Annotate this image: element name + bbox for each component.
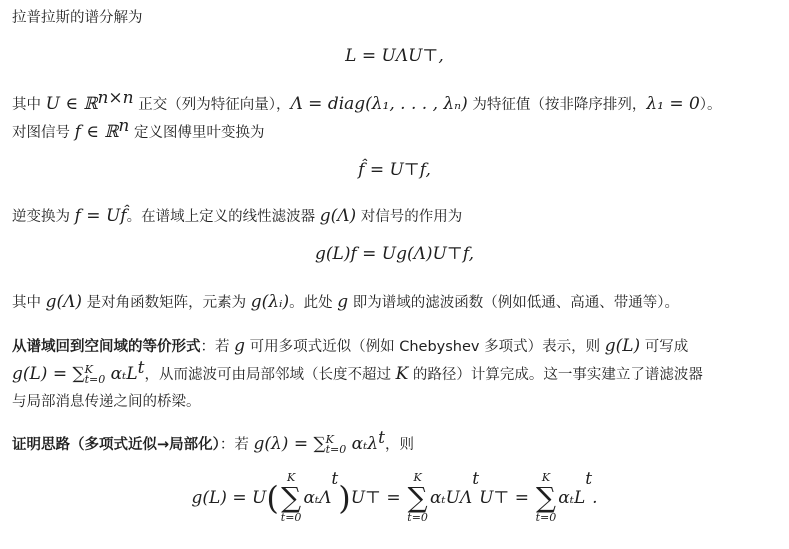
math: Λ = diag(λ₁, . . . , λₙ) [290,94,468,114]
text: 可写成 [640,339,689,355]
math-sup: t [331,469,339,489]
math: U⊤ = [350,488,401,508]
text: 定义图傅里叶变换为 [129,125,265,141]
math-sub: t=0 [84,373,106,386]
math: g(L) = ∑ [12,364,85,384]
text: 正交（列为特征向量）， [133,97,291,113]
text: 。在谱域上定义的线性滤波器 [126,209,320,225]
math: αₜUΛ [429,488,473,508]
text: 逆变换为 [12,209,75,225]
text: 对图信号 [12,125,75,141]
math: U⊤ = [479,488,530,508]
math-sup: n×n [97,88,134,109]
math: αₜλ [346,434,379,454]
sum-symbol-1: K ∑ t=0 [280,471,302,524]
math-sup: t [585,469,593,489]
math: . [592,488,598,508]
sum-lower: t=0 [407,511,428,524]
heading-inline: 证明思路（多项式近似→局部化） [12,437,220,453]
math: g(L) [604,336,641,356]
paragraph-spectral-intro [12,8,143,28]
right-paren: ) [338,479,351,517]
equation-fourier [0,160,789,180]
math: g(L)f = Ug(Λ)U⊤f, [315,244,474,264]
text: 。此处 [289,295,338,311]
math: αₜΛ [303,488,332,508]
math: g [337,292,349,312]
math-sup: t [472,469,480,489]
text: ：若 [219,437,254,453]
sum-upper: K [413,471,422,484]
text: ）。 [699,97,722,113]
sum-lower: t=0 [280,511,302,524]
math: L = UΛU⊤, [345,46,444,66]
sum-upper: K [541,471,551,484]
heading-inline: 从谱域回到空间域的等价形式 [12,339,201,355]
math: αₜL [105,364,138,384]
text: 其中 [12,295,46,311]
text: 可用多项式近似（例如 Chebyshev 多项式）表示，则 [245,339,605,355]
math: g(L) = U [191,488,267,508]
math: λ₁ = 0 [646,94,700,114]
text: 即为谱域的滤波函数（例如低通、高通、带通等）。 [348,295,679,311]
math-sup: K [84,363,93,376]
math: f̂ = U⊤f, [358,160,431,180]
paragraph-proof-idea [12,428,414,456]
math-sup: n [118,116,130,137]
math: g(λ) = ∑ [253,434,326,454]
text: 其中 [12,97,46,113]
math: U ∈ ℝ [45,94,98,114]
paragraph-orthogonal [12,88,722,115]
math: f = Uf̂ [74,206,127,226]
text: 是对角函数矩阵，元素为 [82,295,251,311]
sum-symbol-3: K ∑ t=0 [535,471,557,524]
math: αₜL [558,488,586,508]
paragraph-polynomial [12,358,703,386]
left-paren: ( [266,479,279,517]
paragraph-inverse [12,206,462,227]
equation-filter [0,244,789,264]
paragraph-diagonal [12,292,679,313]
equation-localization [0,469,789,524]
paragraph-spatial-equivalent [12,336,688,357]
sum-symbol-2: K ∑ t=0 [407,471,428,524]
math: f ∈ ℝ [74,122,119,142]
equation-decomposition [0,46,789,66]
text: 的路径）计算完成。这一事实建立了谱滤波器 [408,367,703,383]
math-sup: K [325,433,334,446]
math: g(Λ) [45,292,83,312]
text: 拉普拉斯的谱分解为 [12,10,143,26]
text: 为特征值（按非降序排列， [467,97,647,113]
math: g(Λ) [319,206,357,226]
text: ：若 [200,339,235,355]
math-sub: t=0 [325,443,347,456]
math-sup: t [378,428,385,449]
paragraph-graph-signal [12,116,265,143]
math: g [234,336,245,356]
math: K [395,364,409,384]
sum-lower: t=0 [535,511,557,524]
text: 与局部消息传递之间的桥梁。 [12,394,201,410]
text: ，从而滤波可由局部邻域（长度不超过 [144,367,396,383]
text: ，则 [384,437,414,453]
sum-upper: K [287,471,296,484]
math-sup: t [137,358,145,379]
math: g(λᵢ) [250,292,290,312]
text: 对信号的作用为 [356,209,463,225]
paragraph-bridge [12,392,201,412]
